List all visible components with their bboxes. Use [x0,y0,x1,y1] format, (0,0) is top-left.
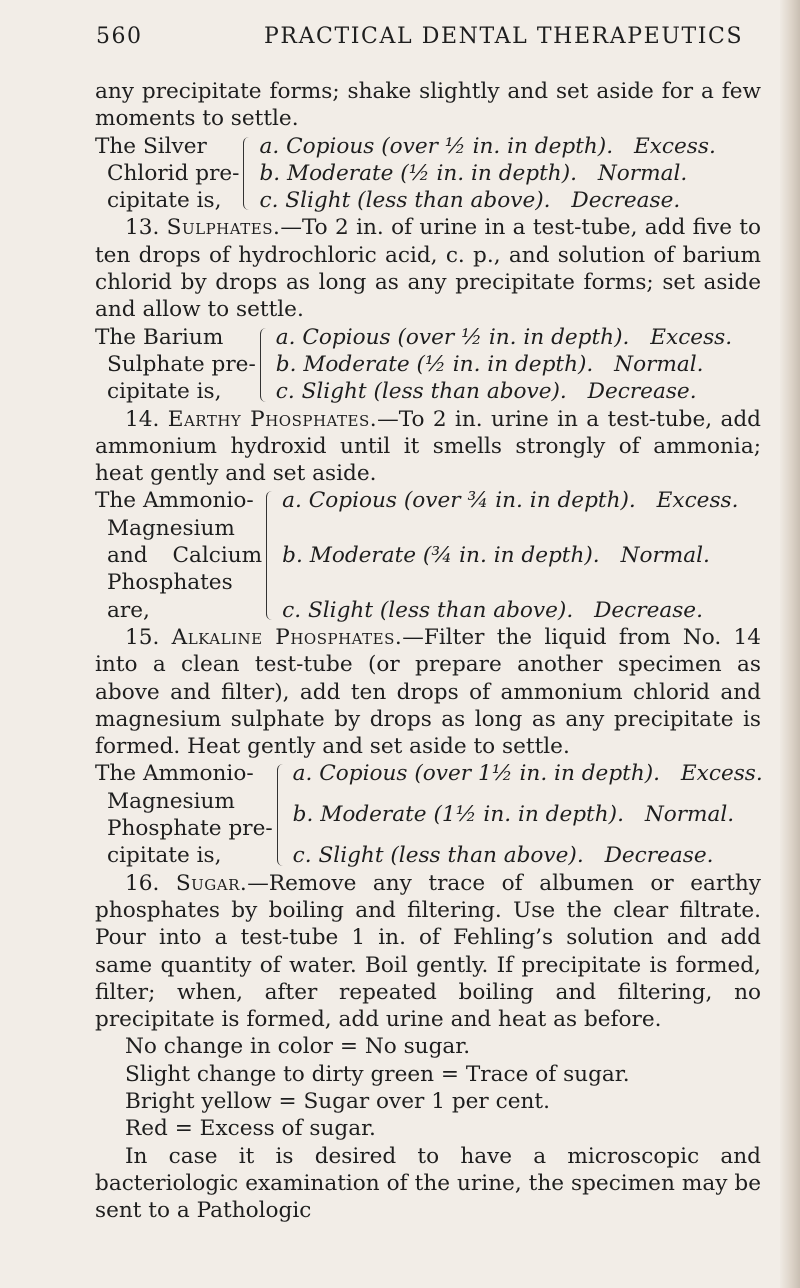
result-line: a. Copious (over ½ in. in depth). Excess. [275,324,733,350]
sugar-result-line: No change in color = No sugar. [125,1034,471,1060]
result-line: c. Slight (less than above). Decrease. [259,188,681,214]
results-options [259,133,715,215]
section-heading: Sugar. [175,870,248,896]
result-line: b. Moderate (½ in. in depth). Normal. [259,160,688,186]
sugar-result-line: Slight change to dirty green = Trace of sugar. [125,1061,630,1087]
running-title: PRACTICAL DENTAL THERAPEUTICS [264,24,744,49]
brace [277,764,287,865]
result-line: b. Moderate (¾ in. in depth). Normal. [282,543,710,569]
results-label: The Ammonio- Magnesium Phosphate pre- cipitate is, [95,761,273,869]
sugar-result-line: Red = Excess of sugar. [125,1116,376,1142]
result-line: c. Slight (less than above). Decrease. [275,379,697,405]
intro-paragraph: any precipitate forms; shake slightly and set aside for a few moments to settle. [95,79,761,132]
closing-paragraph: In case it is desired to have a microscopic and bacteriologic examination of the urine, the specimen may be sent to a Pathologic [95,1143,761,1224]
section-14-earthy-phosphates: 14. Earthy Phosphates.—To 2 in. urine in a test-tube, add ammonium hydroxid until it smells strongly of ammonia; heat gently and set aside. [95,406,761,487]
silver-chlorid-results [95,133,761,215]
result-line: a. Copious (over ½ in. in depth). Excess. [259,133,716,159]
section-heading: Earthy Phosphates. [167,406,378,432]
brace [266,491,276,619]
section-heading: Sulphates. [166,215,281,241]
result-line: b. Moderate (1½ in. in depth). Normal. [292,801,735,827]
results-options [276,324,732,406]
barium-sulphate-results [95,324,761,406]
result-line: b. Moderate (½ in. in depth). Normal. [275,351,704,377]
results-label: The Barium Sulphate pre- cipitate is, [95,324,256,405]
result-line: a. Copious (over ¾ in. in depth). Excess. [282,488,739,514]
sugar-result-line: Bright yellow = Sugar over 1 per cent. [125,1088,550,1114]
results-options [293,760,763,869]
brace [243,137,253,211]
section-15-alkaline-phosphates: 15. Alkaline Phosphates.—Filter the liquid from No. 14 into a clean test-tube (or prepare another specimen as above and filter), add ten drops of ammonium chlorid and magnesium sulphate by drops as long as any precipitate is formed. Heat gently and set aside to settle. [95,624,761,760]
page-number: 560 [96,24,143,49]
running-header [96,18,756,58]
page-body [95,78,761,1224]
alkaline-phosphate-results [95,760,761,869]
section-13-sulphates: 13. Sulphates.—To 2 in. of urine in a test-tube, add five to ten drops of hydrochloric acid, c. p., and solution of barium chlorid by drops as long as any precipitate forms; set aside and allow to settle. [95,215,761,323]
result-line: a. Copious (over 1½ in. in depth). Excess. [292,761,763,787]
section-heading: Alkaline Phosphates. [171,624,403,650]
results-label: The Ammonio- Magnesium and Calcium Phosphates are, [95,488,263,623]
results-options [282,487,738,623]
brace [260,328,270,402]
result-line: c. Slight (less than above). Decrease. [292,843,714,869]
section-16-sugar: 16. Sugar.—Remove any trace of albumen or earthy phosphates by boiling and filtering. Use the clear filtrate. Pour into a test-tube 1 in. of Fehling’s solution and add same quantity of water. Boil gently. If precipitate is formed, filter; when, after repeated boiling and filtering, no precipitate is formed, add urine and heat as before. [95,870,761,1033]
earthy-phosphate-results [95,487,761,623]
result-line: c. Slight (less than above). Decrease. [282,597,703,623]
page-edge [780,0,800,1288]
results-label: The Silver Chlorid pre- cipitate is, [95,133,240,214]
